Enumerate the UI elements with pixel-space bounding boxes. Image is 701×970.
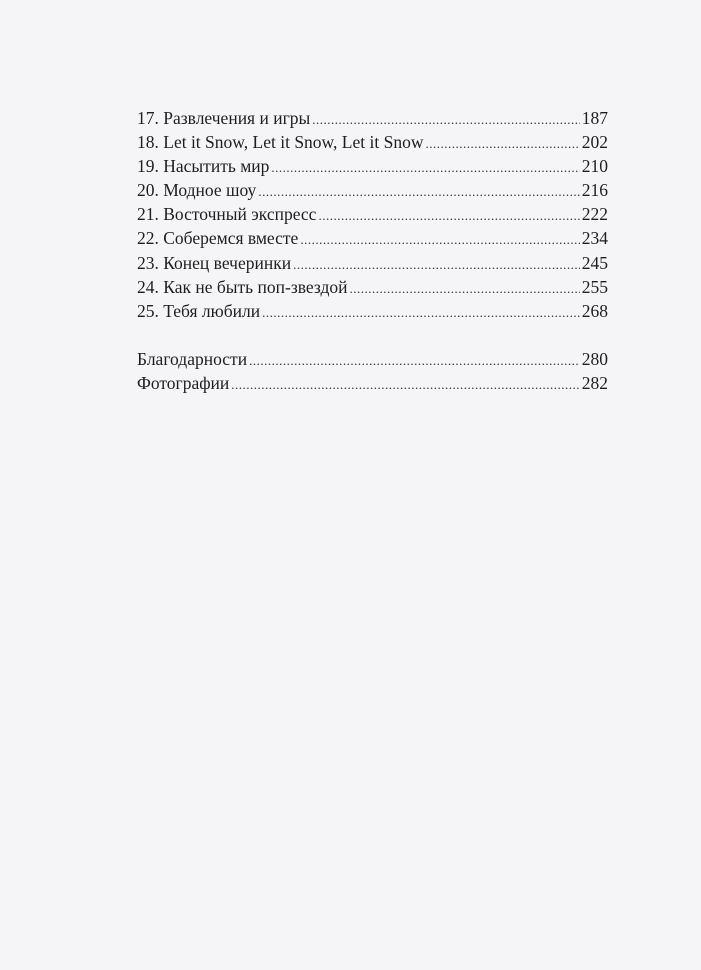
toc-entry-title: 21. Восточный экспресс	[137, 204, 317, 225]
toc-entry-title: 23. Конец вечеринки	[137, 252, 292, 273]
toc-entry-title: Фотографии	[137, 372, 230, 393]
toc-entry-18[interactable]	[137, 130, 608, 154]
toc-entry-title: 24. Как не быть поп-звездой	[137, 276, 348, 297]
toc-entry-photographs[interactable]	[137, 371, 608, 395]
toc-entry-title: 17. Развлечения и игры	[137, 108, 311, 128]
toc-entry-title: Благодарности	[137, 348, 248, 369]
toc-entry-acknowledgements[interactable]	[137, 347, 608, 371]
chapter-list	[137, 106, 608, 323]
dot-leader	[318, 204, 579, 228]
section-spacer	[137, 323, 608, 347]
toc-entry-page: 282	[581, 372, 608, 393]
toc-entry-22[interactable]	[137, 226, 608, 250]
toc-entry-title: 22. Соберемся вместе	[137, 228, 299, 249]
toc-entry-page: 210	[581, 156, 608, 177]
toc-entry-page: 234	[581, 228, 608, 249]
dot-leader	[249, 349, 580, 373]
toc-entry-title: 18. Let it Snow, Let it Snow, Let it Snow	[137, 132, 424, 153]
toc-entry-24[interactable]	[137, 275, 608, 299]
table-of-contents	[137, 106, 608, 395]
toc-entry-20[interactable]	[137, 178, 608, 202]
toc-entry-17[interactable]	[137, 106, 608, 130]
dot-leader	[258, 180, 579, 204]
toc-entry-page: 187	[581, 108, 608, 128]
dot-leader	[300, 228, 579, 252]
toc-entry-page: 268	[581, 300, 608, 321]
toc-entry-25[interactable]	[137, 299, 608, 323]
dot-leader	[350, 277, 580, 301]
toc-entry-page: 255	[581, 276, 608, 297]
toc-entry-21[interactable]	[137, 202, 608, 226]
toc-entry-title: 20. Модное шоу	[137, 180, 257, 201]
toc-entry-19[interactable]	[137, 154, 608, 178]
dot-leader	[262, 301, 580, 325]
toc-entry-title: 19. Насытить мир	[137, 156, 270, 177]
dot-leader	[271, 156, 579, 180]
dot-leader	[231, 373, 579, 397]
toc-entry-page: 280	[581, 348, 608, 369]
toc-entry-page: 216	[581, 180, 608, 201]
toc-entry-page: 245	[581, 252, 608, 273]
dot-leader	[312, 108, 579, 132]
toc-entry-23[interactable]	[137, 251, 608, 275]
toc-entry-title: 25. Тебя любили	[137, 300, 261, 321]
backmatter-list	[137, 347, 608, 395]
toc-entry-page: 222	[581, 204, 608, 225]
toc-entry-page: 202	[581, 132, 608, 153]
dot-leader	[425, 132, 579, 156]
dot-leader	[293, 253, 580, 277]
